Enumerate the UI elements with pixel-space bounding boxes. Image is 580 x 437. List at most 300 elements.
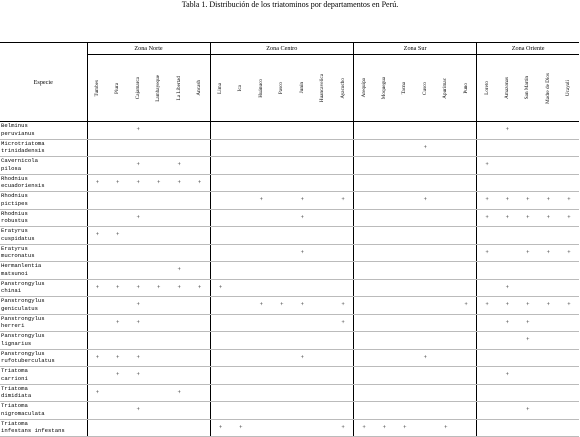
presence-cell	[190, 139, 211, 157]
presence-mark: +	[485, 214, 489, 221]
presence-cell	[415, 384, 436, 402]
presence-cell	[559, 192, 580, 210]
presence-cell	[149, 384, 170, 402]
species-name-line: Panstrongylus	[1, 297, 45, 304]
presence-cell	[231, 297, 252, 315]
presence-cell	[477, 244, 498, 262]
presence-mark: +	[116, 179, 120, 186]
presence-cell	[477, 332, 498, 350]
presence-mark: +	[567, 197, 571, 204]
presence-cell	[456, 332, 477, 350]
department-header	[149, 55, 170, 122]
table-row	[0, 349, 579, 367]
presence-cell	[231, 174, 252, 192]
presence-cell	[210, 139, 231, 157]
species-name-line: trinidadensis	[1, 147, 45, 154]
presence-cell	[210, 402, 231, 420]
presence-mark: +	[485, 197, 489, 204]
presence-cell	[251, 314, 272, 332]
presence-cell	[292, 209, 313, 227]
presence-mark: +	[116, 232, 120, 239]
department-label: Ucayali	[565, 79, 572, 97]
presence-cell	[538, 244, 559, 262]
presence-cell	[436, 209, 457, 227]
presence-cell	[477, 192, 498, 210]
presence-cell	[251, 157, 272, 175]
presence-cell	[87, 419, 108, 437]
presence-cell	[436, 419, 457, 437]
presence-mark: +	[136, 127, 140, 134]
species-name-line: dimidiata	[1, 392, 32, 399]
presence-mark: +	[177, 284, 181, 291]
presence-cell	[477, 209, 498, 227]
presence-cell	[538, 174, 559, 192]
presence-cell	[313, 367, 334, 385]
presence-cell	[313, 332, 334, 350]
presence-cell	[292, 279, 313, 297]
presence-cell	[108, 227, 129, 245]
presence-cell	[456, 314, 477, 332]
presence-cell	[456, 279, 477, 297]
presence-cell	[231, 157, 252, 175]
species-name-line: Microtriatoma	[1, 139, 45, 147]
presence-cell	[436, 279, 457, 297]
presence-mark: +	[546, 302, 551, 309]
presence-cell	[108, 209, 129, 227]
presence-mark: +	[505, 284, 510, 291]
presence-cell	[169, 349, 190, 367]
presence-cell	[538, 419, 559, 437]
presence-cell	[559, 209, 580, 227]
species-name	[0, 122, 87, 140]
presence-cell	[108, 332, 129, 350]
presence-cell	[518, 349, 539, 367]
species-name-line: carrioni	[1, 374, 28, 382]
presence-cell	[333, 157, 354, 175]
presence-cell	[456, 419, 477, 437]
presence-cell	[210, 314, 231, 332]
table-row	[0, 402, 579, 420]
presence-mark: +	[423, 144, 428, 151]
presence-cell	[272, 402, 293, 420]
species-name-line: Eratyrus	[1, 227, 28, 234]
presence-mark: +	[362, 424, 366, 431]
presence-mark: +	[95, 179, 100, 186]
presence-cell	[518, 297, 539, 315]
presence-cell	[333, 122, 354, 140]
presence-cell	[477, 419, 498, 437]
presence-cell	[559, 349, 580, 367]
department-header	[292, 55, 313, 122]
presence-cell	[354, 262, 375, 280]
department-header	[518, 55, 539, 122]
species-name-line: Triatoma	[1, 419, 28, 427]
presence-cell	[456, 349, 477, 367]
presence-cell	[333, 314, 354, 332]
department-header	[333, 55, 354, 122]
presence-cell	[231, 227, 252, 245]
presence-cell	[313, 279, 334, 297]
species-name-line: peruvianus	[1, 129, 35, 137]
presence-cell	[231, 349, 252, 367]
presence-cell	[190, 157, 211, 175]
presence-cell	[374, 279, 395, 297]
presence-cell	[374, 297, 395, 315]
species-name	[0, 384, 87, 402]
presence-cell	[251, 384, 272, 402]
presence-mark: +	[136, 284, 140, 291]
presence-cell	[436, 349, 457, 367]
presence-cell	[415, 227, 436, 245]
species-name	[0, 349, 87, 367]
presence-cell	[456, 297, 477, 315]
zone-header: Zona Sur	[354, 43, 477, 55]
presence-mark: +	[177, 162, 181, 169]
presence-cell	[333, 367, 354, 385]
presence-cell	[518, 227, 539, 245]
presence-cell	[333, 174, 354, 192]
presence-cell	[436, 367, 457, 385]
presence-cell	[210, 279, 231, 297]
presence-mark: +	[157, 179, 161, 186]
presence-cell	[374, 262, 395, 280]
presence-cell	[190, 332, 211, 350]
presence-cell	[108, 384, 129, 402]
presence-cell	[272, 297, 293, 315]
presence-cell	[477, 349, 498, 367]
department-label: Pasco	[278, 81, 285, 95]
presence-cell	[436, 332, 457, 350]
presence-cell	[149, 227, 170, 245]
table-row	[0, 192, 579, 210]
presence-cell	[169, 157, 190, 175]
presence-cell	[149, 402, 170, 420]
presence-cell	[456, 262, 477, 280]
presence-cell	[210, 122, 231, 140]
presence-cell	[169, 419, 190, 437]
presence-cell	[415, 244, 436, 262]
presence-cell	[210, 297, 231, 315]
presence-cell	[87, 279, 108, 297]
presence-cell	[169, 384, 190, 402]
department-header	[477, 55, 498, 122]
presence-cell	[456, 157, 477, 175]
presence-mark: +	[116, 354, 120, 361]
presence-cell	[108, 367, 129, 385]
presence-cell	[374, 192, 395, 210]
department-label: Moquegua	[380, 76, 387, 100]
presence-cell	[292, 192, 313, 210]
presence-cell	[128, 367, 149, 385]
presence-cell	[518, 122, 539, 140]
species-name-line: pilosa	[1, 164, 22, 172]
species-name-line: Rhodnius	[1, 192, 28, 199]
presence-cell	[313, 192, 334, 210]
presence-cell	[354, 402, 375, 420]
presence-cell	[87, 192, 108, 210]
presence-cell	[538, 157, 559, 175]
species-column-header	[0, 43, 87, 122]
presence-cell	[374, 209, 395, 227]
presence-cell	[169, 367, 190, 385]
presence-cell	[436, 384, 457, 402]
table-row	[0, 419, 579, 437]
presence-cell	[518, 192, 539, 210]
presence-mark: +	[136, 214, 140, 221]
presence-cell	[559, 157, 580, 175]
presence-cell	[251, 122, 272, 140]
presence-mark: +	[526, 214, 530, 221]
presence-cell	[395, 314, 416, 332]
presence-cell	[128, 192, 149, 210]
presence-cell	[108, 122, 129, 140]
presence-mark: +	[177, 267, 181, 274]
presence-cell	[272, 367, 293, 385]
presence-cell	[395, 262, 416, 280]
presence-cell	[210, 332, 231, 350]
presence-cell	[559, 139, 580, 157]
presence-mark: +	[444, 424, 448, 431]
presence-cell	[395, 192, 416, 210]
presence-cell	[538, 402, 559, 420]
presence-cell	[272, 349, 293, 367]
presence-cell	[272, 227, 293, 245]
species-name-line: robustus	[1, 217, 28, 224]
presence-cell	[128, 122, 149, 140]
presence-cell	[190, 384, 211, 402]
presence-cell	[87, 384, 108, 402]
presence-mark: +	[177, 389, 181, 396]
presence-cell	[497, 262, 518, 280]
presence-cell	[169, 227, 190, 245]
presence-cell	[477, 279, 498, 297]
presence-cell	[231, 244, 252, 262]
presence-cell	[333, 139, 354, 157]
presence-mark: +	[197, 179, 202, 186]
presence-cell	[456, 367, 477, 385]
presence-mark: +	[280, 302, 284, 309]
presence-cell	[497, 174, 518, 192]
presence-cell	[190, 227, 211, 245]
species-name-line: ecuadoriensis	[1, 182, 45, 189]
species-name	[0, 402, 87, 420]
department-label: Apurímac	[442, 77, 449, 99]
presence-cell	[374, 227, 395, 245]
species-name	[0, 192, 87, 210]
presence-cell	[251, 402, 272, 420]
presence-cell	[87, 139, 108, 157]
presence-cell	[538, 367, 559, 385]
presence-mark: +	[95, 232, 100, 239]
species-name-line: rufotuberculatus	[1, 357, 55, 364]
presence-cell	[354, 297, 375, 315]
department-header	[497, 55, 518, 122]
presence-cell	[251, 174, 272, 192]
presence-cell	[313, 402, 334, 420]
presence-cell	[333, 262, 354, 280]
presence-mark: +	[423, 197, 428, 204]
presence-cell	[559, 174, 580, 192]
presence-cell	[559, 314, 580, 332]
presence-mark: +	[526, 197, 530, 204]
department-label: San Martín	[524, 76, 531, 100]
presence-cell	[559, 367, 580, 385]
zone-header-row	[0, 43, 579, 55]
species-name	[0, 139, 87, 157]
presence-cell	[251, 139, 272, 157]
presence-cell	[538, 279, 559, 297]
department-header	[538, 55, 559, 122]
presence-cell	[374, 402, 395, 420]
presence-cell	[497, 402, 518, 420]
presence-cell	[333, 332, 354, 350]
presence-cell	[559, 402, 580, 420]
presence-mark: +	[546, 197, 551, 204]
presence-cell	[497, 279, 518, 297]
species-name	[0, 419, 87, 437]
department-header	[559, 55, 580, 122]
presence-cell	[395, 174, 416, 192]
presence-mark: +	[177, 179, 181, 186]
presence-cell	[313, 244, 334, 262]
presence-cell	[128, 227, 149, 245]
presence-cell	[272, 419, 293, 437]
presence-cell	[477, 157, 498, 175]
presence-cell	[108, 297, 129, 315]
presence-cell	[374, 314, 395, 332]
presence-cell	[354, 157, 375, 175]
presence-cell	[128, 157, 149, 175]
presence-cell	[415, 279, 436, 297]
presence-cell	[292, 384, 313, 402]
presence-mark: +	[505, 319, 510, 326]
species-name-line: geniculatus	[1, 304, 38, 312]
species-header-label: Especie	[33, 78, 53, 86]
presence-cell	[251, 192, 272, 210]
presence-cell	[149, 244, 170, 262]
presence-cell	[292, 262, 313, 280]
presence-cell	[210, 157, 231, 175]
presence-cell	[395, 367, 416, 385]
presence-mark: +	[546, 214, 551, 221]
presence-cell	[169, 262, 190, 280]
presence-cell	[108, 419, 129, 437]
presence-cell	[395, 157, 416, 175]
species-name-line: Panstrongylus	[1, 314, 45, 322]
presence-cell	[292, 297, 313, 315]
department-label: Ancash	[196, 80, 202, 96]
presence-cell	[518, 314, 539, 332]
presence-cell	[497, 209, 518, 227]
presence-cell	[231, 139, 252, 157]
presence-mark: +	[567, 249, 571, 256]
presence-cell	[231, 314, 252, 332]
presence-mark: +	[300, 197, 304, 204]
presence-cell	[272, 262, 293, 280]
presence-cell	[169, 174, 190, 192]
department-label: Madre de Dios	[544, 72, 551, 104]
presence-cell	[395, 122, 416, 140]
presence-mark: +	[136, 407, 140, 414]
presence-cell	[251, 419, 272, 437]
presence-cell	[190, 279, 211, 297]
table-row	[0, 122, 579, 140]
presence-cell	[477, 227, 498, 245]
presence-cell	[559, 297, 580, 315]
presence-cell	[108, 402, 129, 420]
presence-cell	[559, 262, 580, 280]
presence-mark: +	[526, 407, 530, 414]
presence-cell	[436, 122, 457, 140]
presence-cell	[333, 244, 354, 262]
presence-cell	[128, 174, 149, 192]
presence-cell	[477, 297, 498, 315]
table-row	[0, 244, 579, 262]
species-name-line: pictipes	[1, 199, 28, 207]
presence-cell	[272, 332, 293, 350]
presence-cell	[169, 332, 190, 350]
presence-cell	[292, 157, 313, 175]
presence-cell	[87, 122, 108, 140]
presence-cell	[497, 139, 518, 157]
presence-cell	[231, 332, 252, 350]
presence-cell	[518, 139, 539, 157]
department-header	[128, 55, 149, 122]
department-label: Ayacucho	[339, 77, 346, 99]
presence-cell	[87, 297, 108, 315]
presence-cell	[415, 192, 436, 210]
department-label: Cusco	[421, 81, 428, 95]
presence-cell	[333, 384, 354, 402]
presence-mark: +	[485, 162, 489, 169]
presence-cell	[210, 349, 231, 367]
presence-cell	[333, 209, 354, 227]
presence-cell	[313, 139, 334, 157]
presence-cell	[231, 402, 252, 420]
presence-cell	[374, 122, 395, 140]
presence-cell	[190, 297, 211, 315]
presence-cell	[436, 139, 457, 157]
presence-cell	[210, 367, 231, 385]
presence-cell	[128, 279, 149, 297]
presence-mark: +	[95, 389, 100, 396]
presence-cell	[190, 314, 211, 332]
presence-cell	[128, 384, 149, 402]
presence-cell	[190, 209, 211, 227]
presence-mark: +	[136, 372, 140, 379]
presence-cell	[251, 349, 272, 367]
presence-cell	[87, 332, 108, 350]
presence-cell	[231, 209, 252, 227]
presence-cell	[108, 314, 129, 332]
presence-cell	[251, 244, 272, 262]
presence-cell	[497, 297, 518, 315]
presence-cell	[374, 384, 395, 402]
presence-cell	[272, 314, 293, 332]
presence-cell	[497, 384, 518, 402]
presence-cell	[415, 349, 436, 367]
department-header	[313, 55, 334, 122]
species-name-line: Hermanlentia	[1, 262, 42, 269]
presence-cell	[190, 174, 211, 192]
department-header	[87, 55, 108, 122]
presence-cell	[292, 174, 313, 192]
presence-cell	[354, 279, 375, 297]
presence-cell	[374, 139, 395, 157]
presence-cell	[415, 367, 436, 385]
presence-cell	[292, 122, 313, 140]
presence-cell	[518, 367, 539, 385]
